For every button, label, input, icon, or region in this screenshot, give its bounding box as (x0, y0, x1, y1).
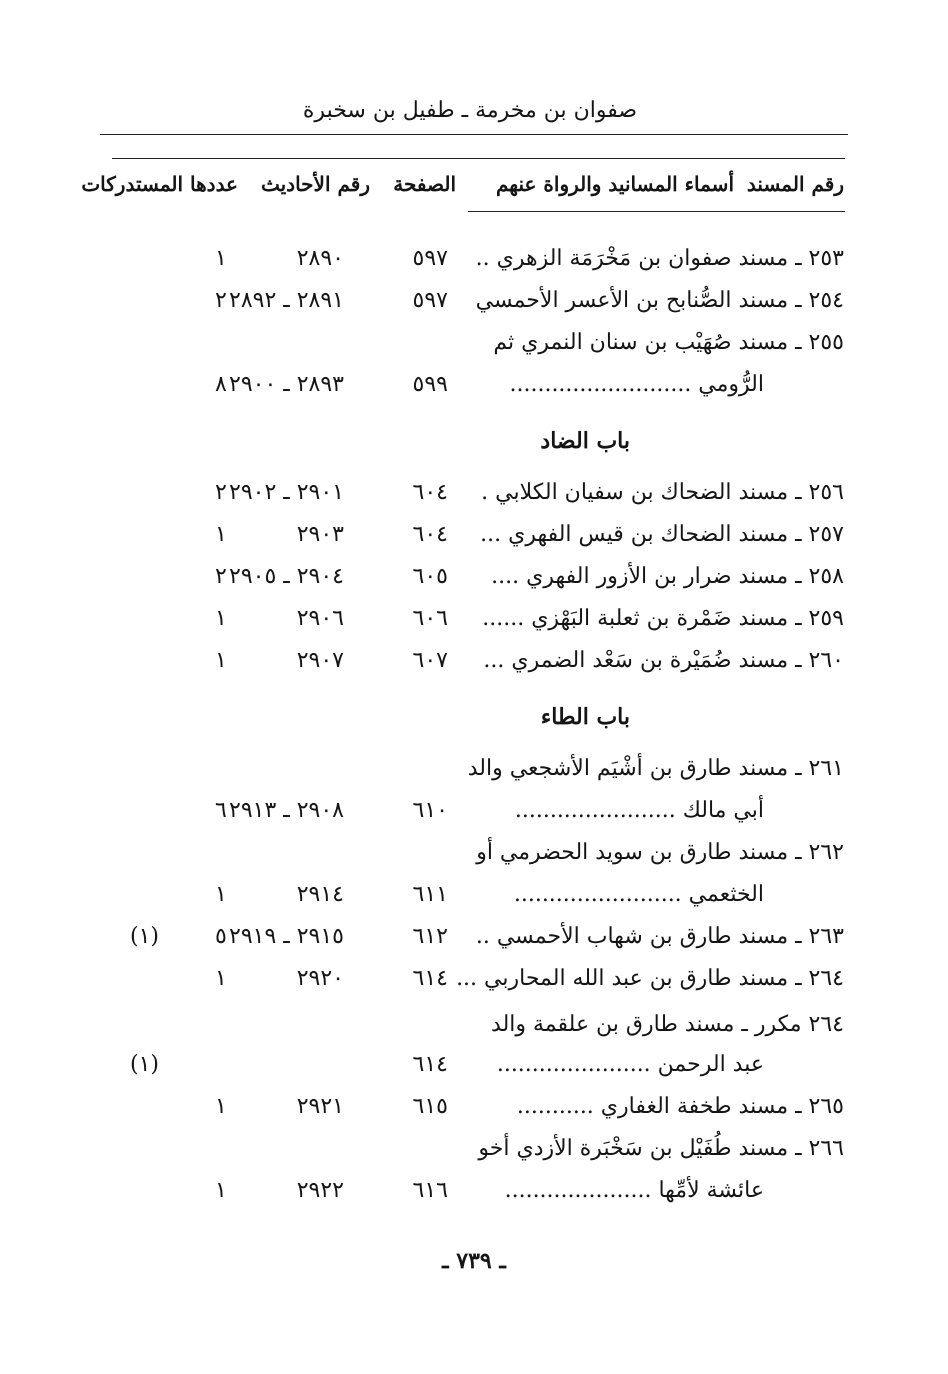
entry-hadith-numbers: ٢٩٠٦ (296, 606, 344, 631)
entry-count: ١ (215, 648, 227, 673)
entry-name: ٢٥٧ ـ مسند الضحاك بن قيس الفهري ... (480, 522, 844, 547)
entry-page: ٦١٤ (412, 966, 448, 991)
entry-count: ١ (215, 606, 227, 631)
entry-page: ٦٠٤ (412, 522, 448, 547)
entry-page: ٦١٢ (412, 924, 448, 949)
entry-count: ٢ (215, 564, 227, 589)
names-header-underline (468, 211, 845, 212)
entry-page: ٥٩٩ (412, 372, 448, 397)
entry-count: ١ (215, 966, 227, 991)
entry-name: ٢٦٢ ـ مسند طارق بن سويد الحضرمي أو (476, 840, 844, 865)
entry-hadith-numbers: ٢٩٢٠ (296, 966, 344, 991)
entry-hadith-numbers: ٢٩٠١ ـ ٢٩٠٢ (229, 480, 344, 505)
entry-page: ٦١١ (412, 882, 448, 907)
entry-name: ٢٦٥ ـ مسند طخفة الغفاري ........... (516, 1094, 844, 1119)
entry-hadith-numbers: ٢٩١٥ ـ ٢٩١٩ (229, 924, 344, 949)
entry-name: ٢٦٣ ـ مسند طارق بن شهاب الأحمسي .. (475, 924, 844, 949)
table-row (0, 330, 948, 366)
table-row (0, 1094, 948, 1130)
table-top-rule (112, 158, 845, 159)
entry-addenda: (١) (130, 1052, 160, 1077)
column-header-count (81, 172, 238, 196)
entry-hadith-numbers: ٢٩٠٧ (296, 648, 344, 673)
column-header-hadith-numbers: رقم الأحاديث (260, 172, 370, 196)
table-row (0, 966, 948, 1002)
table-row (0, 564, 948, 600)
entry-name: ٢٦٠ ـ مسند ضُمَيْرة بن سَعْد الضمري ... (483, 648, 844, 673)
page-number: ـ ٧٣٩ ـ (442, 1248, 506, 1274)
entry-name: ٢٥٨ ـ مسند ضرار بن الأزور الفهري .... (491, 564, 844, 589)
entry-page: ٦١٠ (412, 798, 448, 823)
table-row (0, 924, 948, 960)
entry-hadith-numbers: ٢٨٩٣ ـ ٢٩٠٠ (229, 372, 344, 397)
entry-name-continuation: عبد الرحمن ...................... (496, 1052, 764, 1077)
table-row (0, 1136, 948, 1172)
entry-count: ٨ (215, 372, 227, 397)
table-row (0, 648, 948, 684)
entry-page: ٥٩٧ (412, 246, 448, 271)
table-row-continuation (0, 798, 948, 834)
entry-count: ١ (215, 1178, 227, 1203)
header-rule (100, 134, 848, 135)
table-row (0, 756, 948, 792)
column-header-count-label: عددها (190, 172, 238, 196)
table-row-continuation (0, 882, 948, 918)
entry-count: ١ (215, 882, 227, 907)
entry-hadith-numbers: ٢٨٩٠ (296, 246, 344, 271)
entry-page: ٦٠٤ (412, 480, 448, 505)
entry-name: ٢٥٩ ـ مسند ضَمْرة بن ثعلبة البَهْزي ...... (482, 606, 844, 631)
table-row (0, 840, 948, 876)
entry-name: ٢٦١ ـ مسند طارق بن أشْيَم الأشجعي والد (467, 756, 844, 781)
table-row-continuation (0, 1178, 948, 1214)
section-heading-dad: باب الضاد (540, 428, 630, 454)
column-header-names: أسماء المسانيد والرواة عنهم (495, 172, 734, 196)
table-row (0, 522, 948, 558)
entry-hadith-numbers: ٢٩٠٤ ـ ٢٩٠٥ (229, 564, 344, 589)
running-head: صفوان بن مخرمة ـ طفيل بن سخبرة (302, 98, 638, 123)
entry-hadith-numbers: ٢٩٢١ (296, 1094, 344, 1119)
section-heading-ta: باب الطاء (540, 704, 630, 730)
table-row-continuation (0, 372, 948, 408)
table-row-continuation (0, 1052, 948, 1088)
entry-page: ٦١٥ (412, 1094, 448, 1119)
entry-name: ٢٥٤ ـ مسند الصُّنابح بن الأعسر الأحمسي (475, 288, 844, 313)
entry-name: ٢٥٥ ـ مسند صُهَيْب بن سنان النمري ثم (493, 330, 844, 355)
entry-name: ٢٦٤ ـ مسند طارق بن عبد الله المحاربي ... (456, 966, 844, 991)
column-header-musnad-number: رقم المسند (746, 172, 844, 196)
entry-hadith-numbers: ٢٩٠٣ (296, 522, 344, 547)
column-header-addenda-label: المستدركات (81, 172, 184, 196)
entry-page: ٦٠٧ (412, 648, 448, 673)
entry-page: ٦٠٦ (412, 606, 448, 631)
entry-name-continuation: الخثعمي ........................ (513, 882, 764, 907)
entry-name: ٢٥٦ ـ مسند الضحاك بن سفيان الكلابي . (481, 480, 844, 505)
entry-count: ١ (215, 246, 227, 271)
entry-name: ٢٥٣ ـ مسند صفوان بن مَخْرَمَة الزهري .. (475, 246, 844, 271)
table-row (0, 288, 948, 324)
entry-count: ٦ (215, 798, 227, 823)
entry-addenda: (١) (130, 924, 160, 949)
entry-name-continuation: أبي مالك ....................... (514, 798, 764, 823)
entry-hadith-numbers: ٢٨٩١ ـ ٢٨٩٢ (229, 288, 344, 313)
entry-count: ٢ (215, 480, 227, 505)
entry-count: ١ (215, 522, 227, 547)
entry-hadith-numbers: ٢٩٠٨ ـ ٢٩١٣ (229, 798, 344, 823)
entry-name: ٢٦٦ ـ مسند طُفَيْل بن سَخْبَرة الأزدي أخو (478, 1136, 844, 1161)
column-header-page: الصفحة (393, 172, 456, 196)
entry-name-continuation: عائشة لأمِّها ..................... (504, 1178, 764, 1203)
entry-name: ٢٦٤ مكرر ـ مسند طارق بن علقمة والد (491, 1012, 844, 1037)
entry-page: ٦١٦ (412, 1178, 448, 1203)
table-row (0, 606, 948, 642)
table-row (0, 246, 948, 282)
entry-count: ١ (215, 1094, 227, 1119)
entry-page: ٦١٤ (412, 1052, 448, 1077)
entry-hadith-numbers: ٢٩٢٢ (296, 1178, 344, 1203)
table-row (0, 480, 948, 516)
entry-hadith-numbers: ٢٩١٤ (296, 882, 344, 907)
entry-page: ٥٩٧ (412, 288, 448, 313)
entry-count: ٢ (215, 288, 227, 313)
table-row (0, 1012, 948, 1048)
entry-count: ٥ (215, 924, 227, 949)
entry-page: ٦٠٥ (412, 564, 448, 589)
entry-name-continuation: الرُّومي .......................... (509, 372, 764, 397)
